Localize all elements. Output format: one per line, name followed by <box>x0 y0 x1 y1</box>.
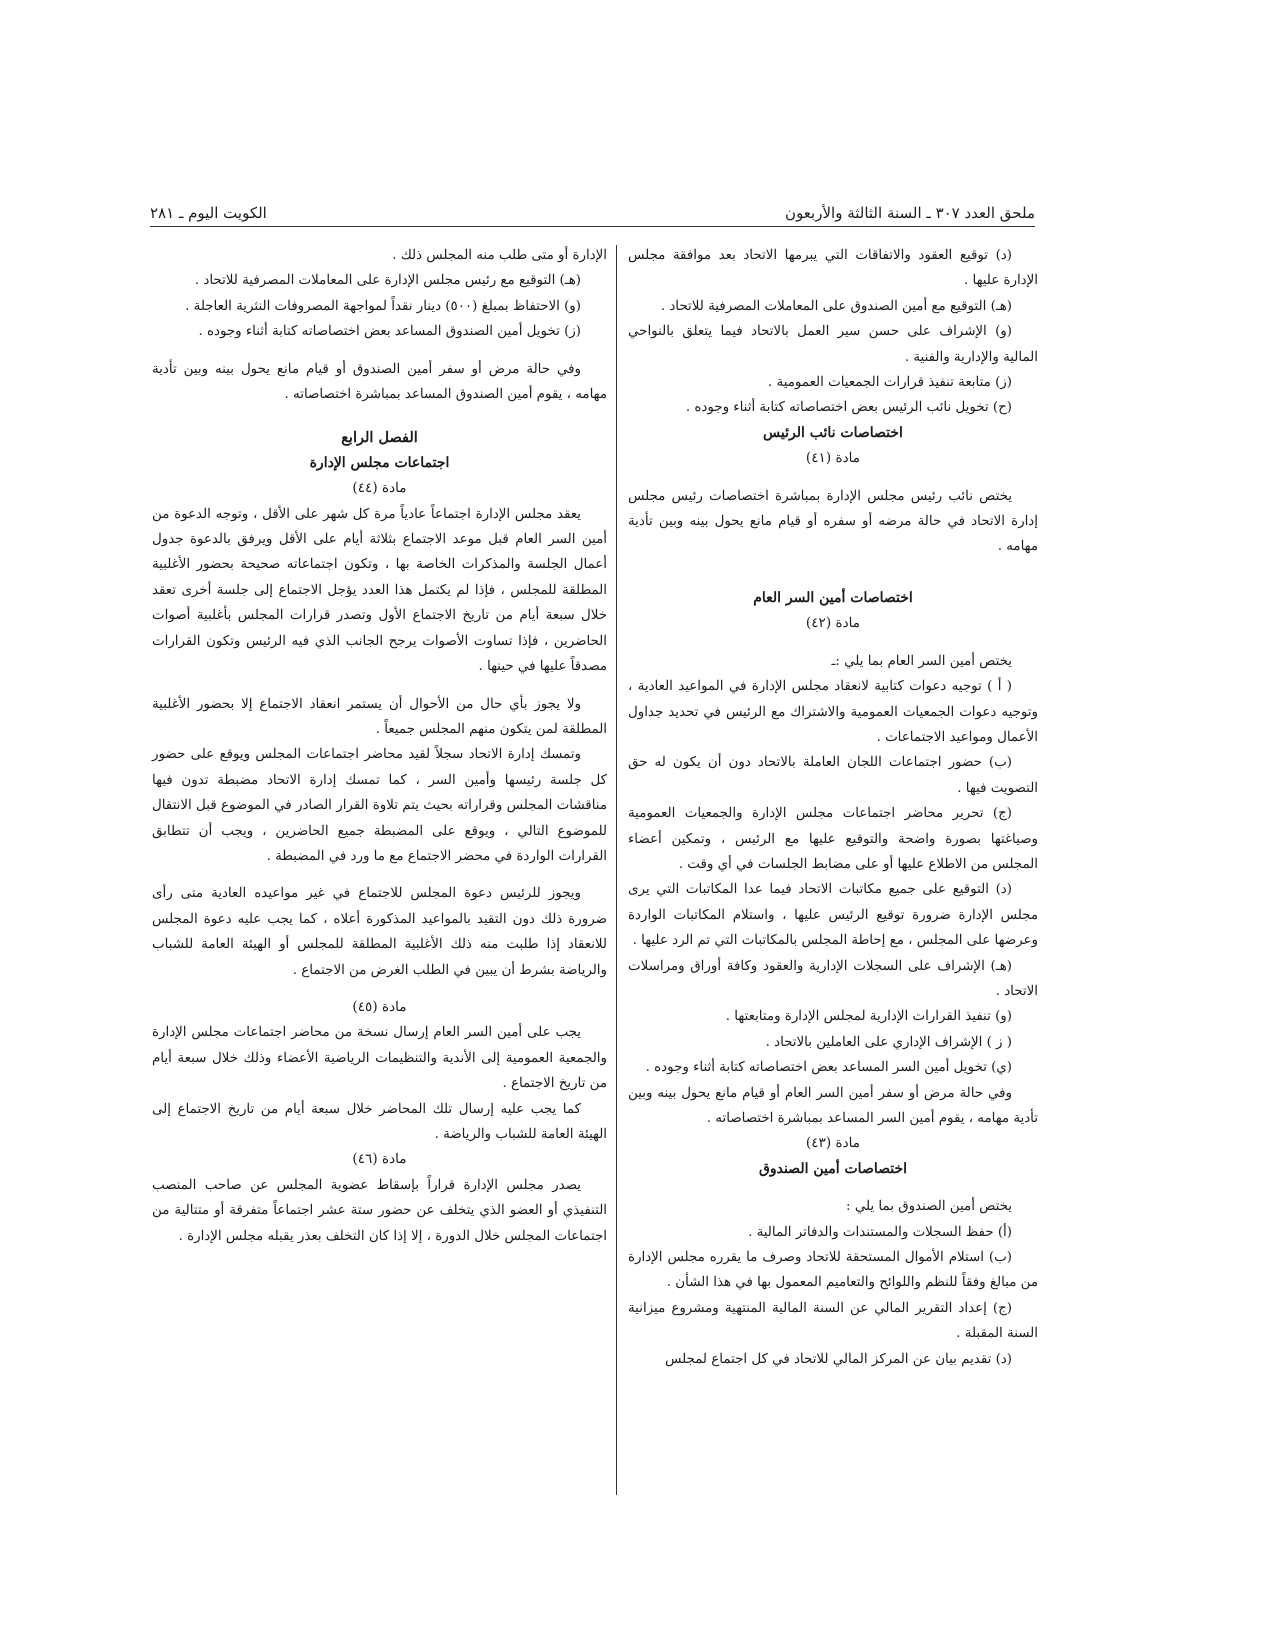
header-issue-info: ملحق العدد ٣٠٧ ـ السنة الثالثة والأربعون <box>785 204 1035 222</box>
article-45-paragraph-1: يجب على أمين السر العام إرسال نسخة من محاضر اجتماعات مجلس الإدارة والجمعية العمومية إلى الأندية والتنظيمات الرياضية الأعضاء وذلك خلال سبعة أيام من تاريخ الاجتماع . <box>152 1025 607 1092</box>
list-item: (ب) استلام الأموال المستحقة للاتحاد وصرف ما يقرره مجلس الإدارة من مبالغ وفقاً للنظم واللوائح والتعاميم المعمول بها في هذا الشأن . <box>628 1250 1038 1291</box>
article-44-paragraph-4: ويجوز للرئيس دعوة المجلس للاجتماع في غير مواعيده العادية متى رأى ضرورة ذلك دون التقيد بالمواعيد المذكورة أعلاه ، كما يجب عليه دعوة المجلس للانعقاد إذا طلبت منه ذلك الأغلبية المطلقة للمجلس أو الهيئة العامة للشباب والرياضة بشرط أن يبين في الطلب الغرض من الاجتماع . <box>152 886 607 978</box>
article-42-closing: وفي حالة مرض أو سفر أمين السر العام أو قيام مانع يحول بينه وبين تأدية مهامه ، يقوم أمين السر المساعد بمباشرة اختصاصاته . <box>628 1085 1038 1126</box>
list-item: (و) الاحتفاظ بمبلغ (٥٠٠) دينار نقداً لمواجهة المصروفات النثرية العاجلة . <box>185 298 581 314</box>
list-item: (و) تنفيذ القرارات الإدارية لمجلس الإدارة ومتابعتها . <box>725 1009 1012 1025</box>
article-43-intro: يختص أمين الصندوق بما يلي : <box>846 1199 1012 1215</box>
list-item: (هـ) الإشراف على السجلات الإدارية والعقود وكافة أوراق ومراسلات الاتحاد . <box>628 958 1038 999</box>
list-item: (ي) تخويل أمين السر المساعد بعض اختصاصاته كتابة أثناء وجوده . <box>645 1060 1012 1076</box>
treasurer-closing: وفي حالة مرض أو سفر أمين الصندوق أو قيام مانع يحول بينه وبين تأدية مهامه ، يقوم أمين الصندوق المساعد بمباشرة اختصاصاته . <box>152 361 607 403</box>
list-item: (و) الإشراف على حسن سير العمل بالاتحاد فيما يتعلق بالنواحي المالية والإدارية والفنية . <box>628 324 1038 365</box>
article-number-45: مادة (٤٥) <box>352 998 407 1015</box>
list-item: (د) تقديم بيان عن المركز المالي للاتحاد في كل اجتماع لمجلس <box>665 1351 1012 1367</box>
list-item: (د) توقيع العقود والاتفاقات التي يبرمها الاتحاد بعد موافقة مجلس الإدارة عليها . <box>628 248 1038 289</box>
continuation-text: الإدارة أو متى طلب منه المجلس ذلك . <box>392 248 607 263</box>
list-item: ( أ ) توجيه دعوات كتابية لانعقاد مجلس الإدارة في المواعيد العادية ، وتوجيه دعوات الجمعيات العمومية والاشتراك مع الرئيس في تحديد جداول الأعمال ومواعيد الاجتماعات . <box>628 679 1038 745</box>
list-item: ( ز ) الإشراف الإداري على العاملين بالاتحاد . <box>765 1034 1012 1050</box>
list-item: (د) التوقيع على جميع مكاتبات الاتحاد فيما عدا المكاتبات التي يرى مجلس الإدارة ضرورة توقيع الرئيس عليها ، واستلام المكاتبات الواردة وعرضها على المجلس ، مع إحاطة المجلس بالمكاتبات التي تم الرد عليها . <box>628 882 1038 949</box>
article-number-41: مادة (٤١) <box>805 450 861 467</box>
article-44-paragraph-1: يعقد مجلس الإدارة اجتماعاً عادياً مرة كل شهر على الأقل ، وتوجه الدعوة من أمين السر العام قبل موعد الاجتماع بثلاثة أيام على الأقل ويرفق بالدعوة جدول أعمال الجلسة والمذكرات الخاصة بها ، وتكون اجتماعاته صحيحة بحضور الأغلبية المطلقة للمجلس ، فإذا لم يكتمل هذا العدد يؤجل الاجتماع إلى جلسة أخرى تعقد خلال سبعة أيام من تاريخ الاجتماع الأول وتصدر قرارات المجلس بأغلبية أصوات الحاضرين ، فإذا تساوت الأصوات يرجح الجانب الذي فيه الرئيس وتكون القرارات مصدقاً عليها في حينها . <box>152 506 607 675</box>
article-number-44: مادة (٤٤) <box>352 480 407 497</box>
column-divider <box>616 245 617 1495</box>
article-41-text: يختص نائب رئيس مجلس الإدارة بمباشرة اختصاصات رئيس مجلس إدارة الاتحاد في حالة مرضه أو سفره أو قيام مانع يحول بينه وبين تأدية مهامه . <box>628 488 1038 555</box>
list-item: (ج) إعداد التقرير المالي عن السنة المالية المنتهية ومشروع ميزانية السنة المقبلة . <box>628 1300 1038 1342</box>
chapter-heading: الفصل الرابع <box>341 429 418 447</box>
article-number-43: مادة (٤٣) <box>805 1135 861 1152</box>
left-column <box>152 243 607 1249</box>
list-item: (ز) متابعة تنفيذ قرارات الجمعيات العمومية . <box>768 375 1012 391</box>
list-item: (هـ) التوقيع مع أمين الصندوق على المعاملات المصرفية للاتحاد . <box>660 298 1012 314</box>
list-item: (ح) تخويل نائب الرئيس بعض اختصاصاته كتابة أثناء وجوده . <box>685 400 1012 416</box>
chapter-title: اجتماعات مجلس الإدارة <box>309 454 450 471</box>
article-44-paragraph-3: وتمسك إدارة الاتحاد سجلاً لقيد محاضر اجتماعات المجلس ويوقع على حضور كل جلسة رئيسها وأمين السر ، كما تمسك إدارة الاتحاد مضبطة تدون فيها مناقشات المجلس وقراراته بحيث يتم تلاوة القرار الصادر في الموضوع قبل الانتقال للموضوع التالي ، ويوقع على المضبطة جميع الحاضرين ، ويجب أن تتطابق القرارات الواردة في محضر الاجتماع مع ما ورد في المضبطة . <box>152 747 607 864</box>
article-42-intro: يختص أمين السر العام بما يلي :ـ <box>831 653 1012 669</box>
article-number-42: مادة (٤٢) <box>805 615 861 632</box>
right-column <box>628 243 1038 1372</box>
section-heading-secretary-general: اختصاصات أمين السر العام <box>753 589 913 606</box>
article-46-paragraph-1: يصدر مجلس الإدارة قراراً بإسقاط عضوية المجلس عن صاحب المنصب التنفيذي أو العضو الذي يتخلف عن حضور ستة عشر اجتماعاً متفرقة أو متتالية من اجتماعات المجلس خلال الدورة ، إلا إذا كان التخلف بعذر يقبله مجلس الإدارة . <box>152 1177 607 1244</box>
list-item: (هـ) التوقيع مع رئيس مجلس الإدارة على المعاملات المصرفية للاتحاد . <box>194 273 581 289</box>
list-item: (أ) حفظ السجلات والمستندات والدفاتر المالية . <box>748 1224 1012 1240</box>
section-heading-vice-president: اختصاصات نائب الرئيس <box>763 424 903 441</box>
article-45-paragraph-2: كما يجب عليه إرسال تلك المحاضر خلال سبعة أيام من تاريخ الاجتماع إلى الهيئة العامة للشباب والرياضة . <box>152 1101 607 1142</box>
article-44-paragraph-2: ولا يجوز بأي حال من الأحوال أن يستمر انعقاد الاجتماع إلا بحضور الأغلبية المطلقة لمن يتكون منهم المجلس جميعاً . <box>152 696 607 737</box>
running-header <box>150 200 1035 227</box>
list-item: (ب) حضور اجتماعات اللجان العاملة بالاتحاد دون أن يكون له حق التصويت فيها . <box>628 755 1038 796</box>
list-item: (ز) تخويل أمين الصندوق المساعد بعض اختصاصاته كتابة أثناء وجوده . <box>198 324 581 340</box>
list-item: (ج) تحرير محاضر اجتماعات مجلس الإدارة والجمعيات العمومية وصياغتها بصورة واضحة والتوقيع عليها مع الرئيس ، وتمكين أعضاء المجلس من الاطلاع عليها أو على مضابط الجلسات في أي وقت . <box>628 806 1038 872</box>
header-page-number: الكويت اليوم ـ ٢٨١ <box>150 204 267 222</box>
article-number-46: مادة (٤٦) <box>352 1151 407 1168</box>
section-heading-treasurer: اختصاصات أمين الصندوق <box>758 1160 908 1177</box>
